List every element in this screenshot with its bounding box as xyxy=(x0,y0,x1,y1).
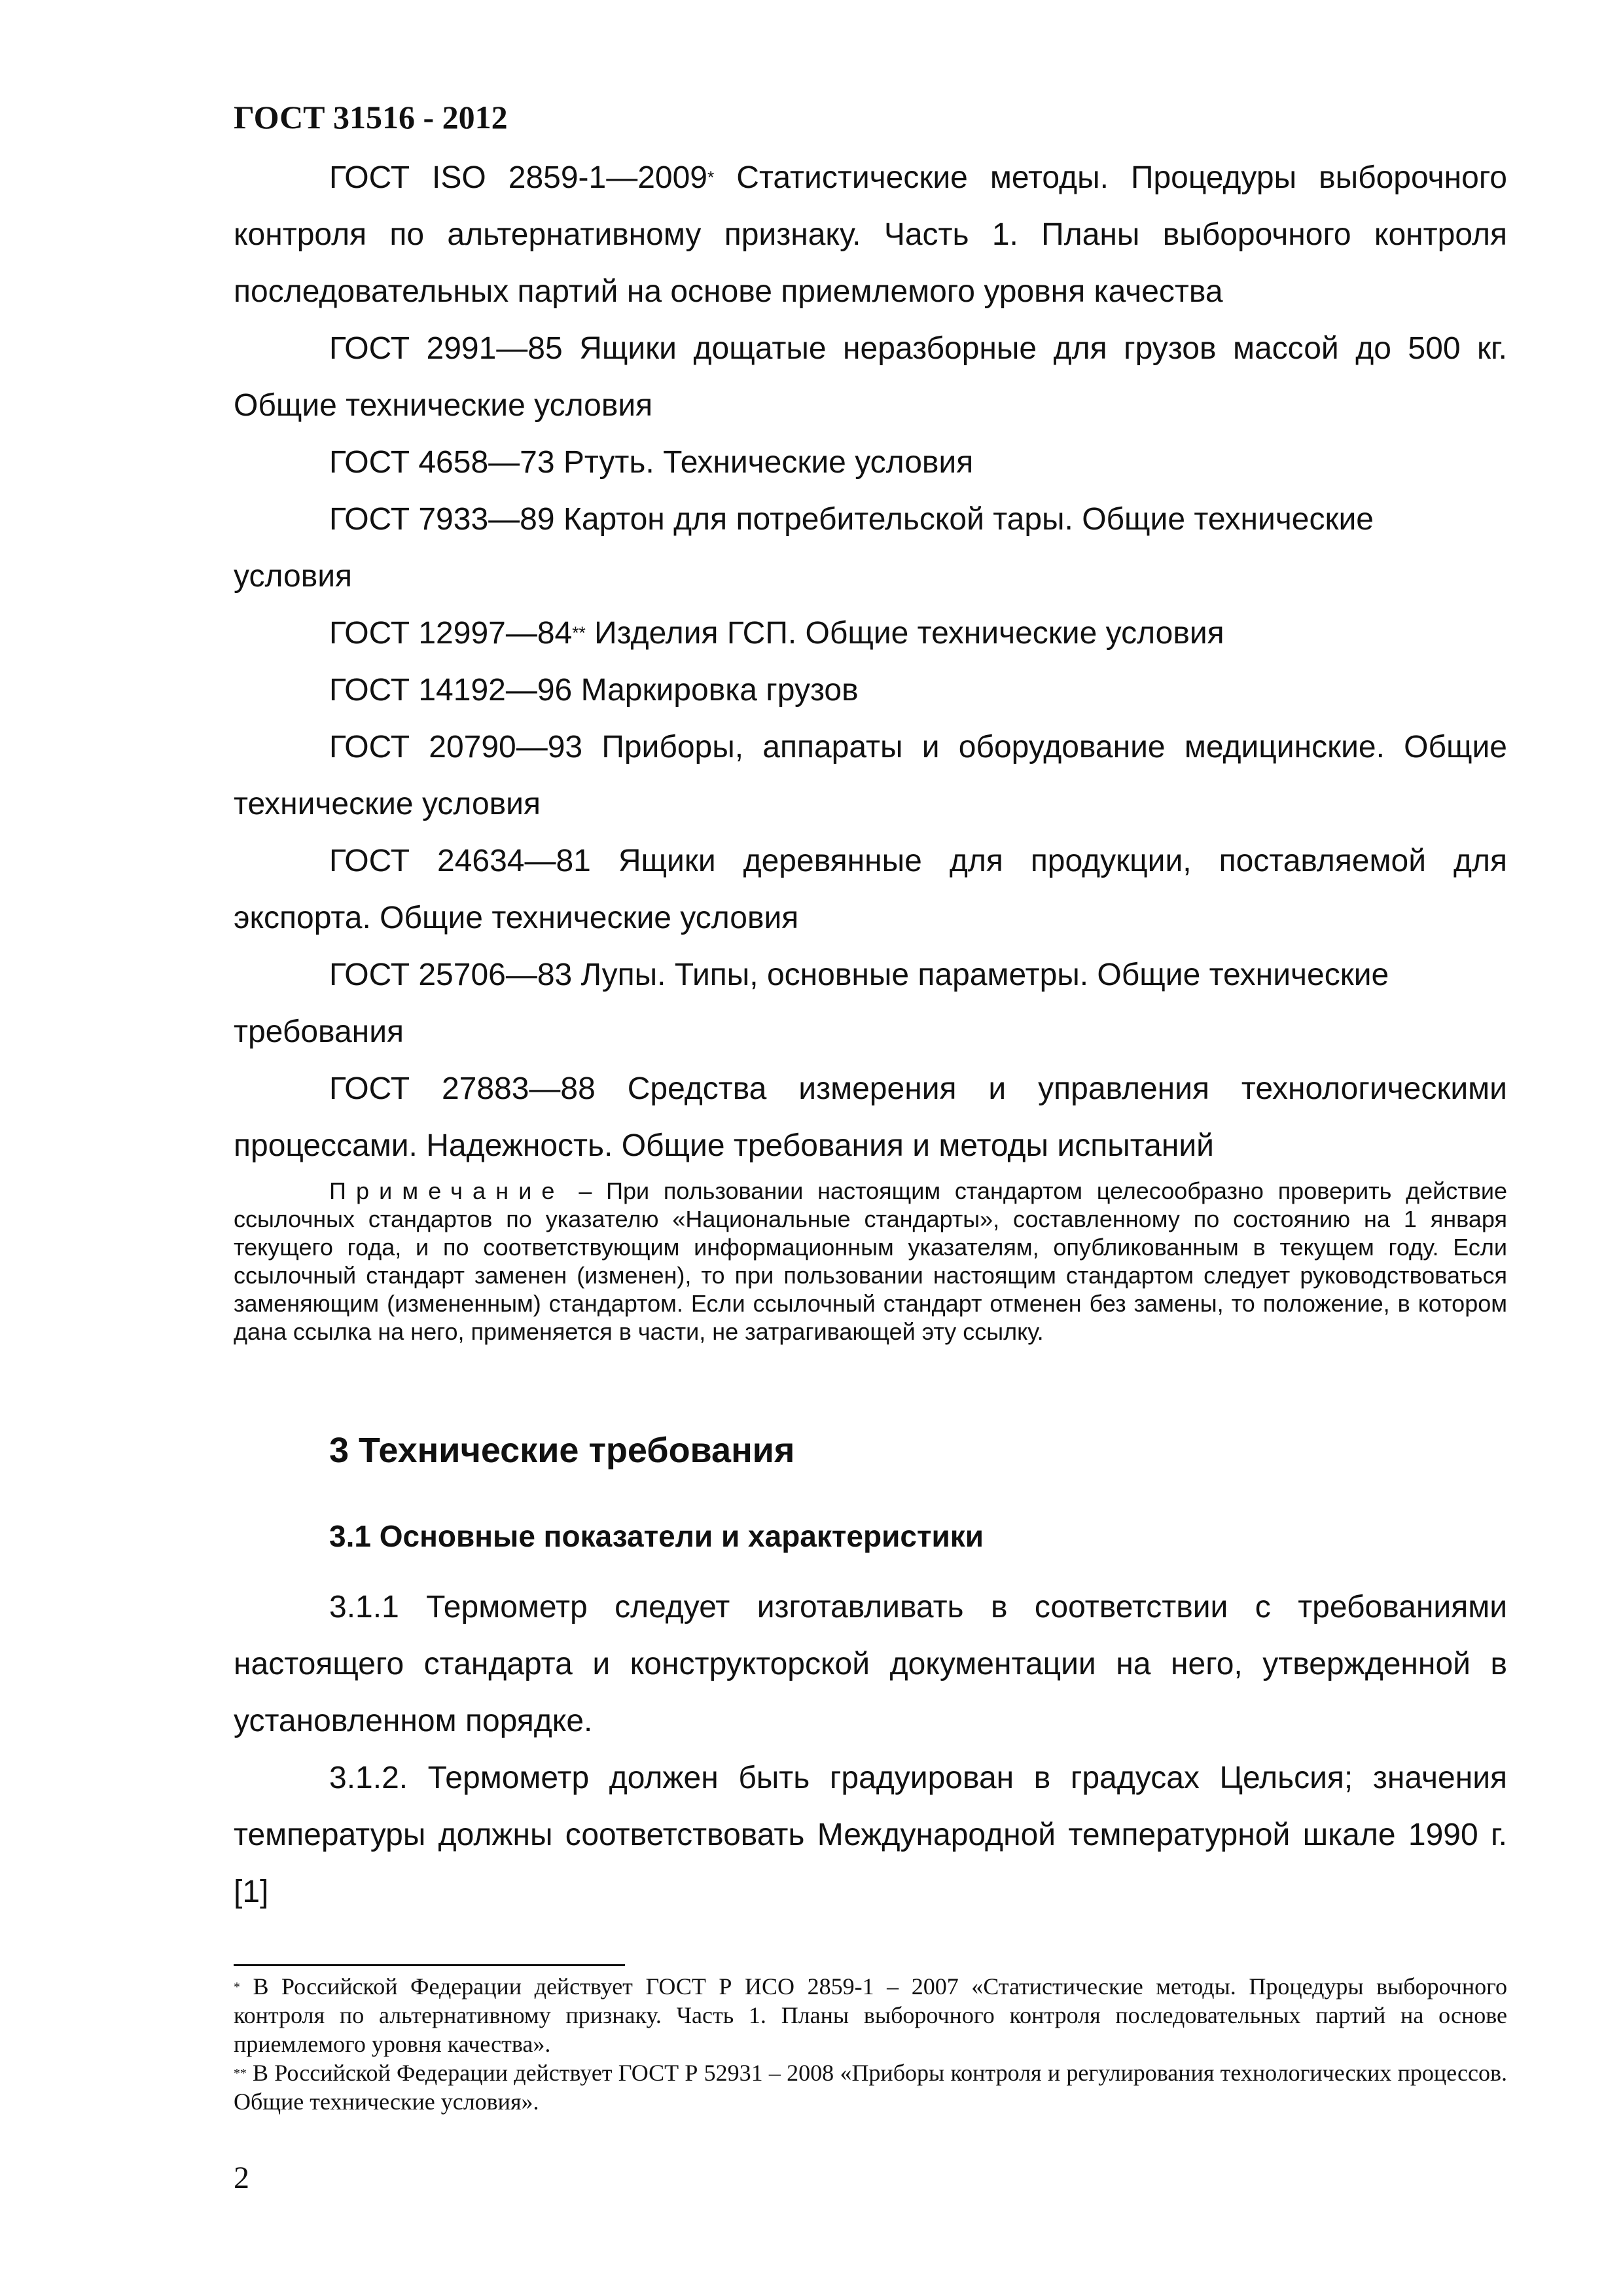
footnotes xyxy=(234,1972,1507,2116)
note-block xyxy=(234,1177,1507,1346)
reference-code: ГОСТ 24634—81 xyxy=(329,844,591,878)
section-title: 3 Технические требования xyxy=(329,1431,795,1470)
reference-item xyxy=(234,833,1507,946)
subsection-title: 3.1 Основные показатели и характеристики xyxy=(329,1519,984,1553)
reference-title: Лупы. Типы, основные параметры. Общие технические требования xyxy=(234,958,1389,1049)
reference-title: Изделия ГСП. Общие технические условия xyxy=(585,616,1224,651)
reference-code: ГОСТ 4658—73 xyxy=(329,445,555,480)
reference-item xyxy=(234,719,1507,833)
footnote-marker: ** xyxy=(572,623,586,643)
paragraph: 3.1.2. Термометр должен быть градуирован в градусах Цельсия; значения температуры должны соответствовать Международной температурной шкале 1990 г. [1] xyxy=(234,1761,1507,1909)
footnote xyxy=(234,1972,1507,2058)
footnote-marker: * xyxy=(234,1980,240,1995)
reference-title: Ртуть. Технические условия xyxy=(554,445,974,480)
reference-item xyxy=(234,320,1507,434)
reference-code: ГОСТ 14192—96 xyxy=(329,673,573,708)
reference-title: Ящики деревянные для продукции, поставляемой для экспорта. Общие технические условия xyxy=(234,844,1507,935)
reference-code: ГОСТ 2991—85 xyxy=(329,331,563,366)
reference-item xyxy=(234,434,1507,491)
reference-title: Средства измерения и управления технологическими процессами. Надежность. Общие требования и методы испытаний xyxy=(234,1071,1507,1163)
page-number: 2 xyxy=(234,2161,249,2195)
reference-item xyxy=(234,491,1507,605)
footnote-marker: * xyxy=(707,168,715,188)
footnote-text: В Российской Федерации действует ГОСТ Р ИСО 2859-1 – 2007 «Статистические методы. Процедуры выборочного контроля по альтернативному признаку. Часть 1. Планы выборочного контроля последовательных партий на основе приемлемого уровня качества». xyxy=(234,1973,1507,2057)
reference-title: Маркировка грузов xyxy=(572,673,859,708)
footnote-text: В Российской Федерации действует ГОСТ Р 52931 – 2008 «Приборы контроля и регулирования технологических процессов. Общие технические условия». xyxy=(234,2060,1507,2115)
page-header: ГОСТ 31516 - 2012 xyxy=(234,99,508,135)
footnote xyxy=(234,2058,1507,2116)
reference-title: Картон для потребительской тары. Общие технические условия xyxy=(234,502,1374,594)
paragraph: 3.1.1 Термометр следует изготавливать в соответствии с требованиями настоящего стандарта и конструкторской документации на него, утвержденной в установленном порядке. xyxy=(234,1590,1507,1738)
reference-item xyxy=(234,605,1507,662)
reference-item xyxy=(234,1060,1507,1174)
reference-item xyxy=(234,946,1507,1060)
reference-code: ГОСТ 25706—83 xyxy=(329,958,573,992)
reference-title: Статистические методы. Процедуры выборочного контроля по альтернативному признаку. Часть 1. Планы выборочного контроля последовательных партий на основе приемлемого уровня качества xyxy=(234,160,1507,309)
reference-code: ГОСТ 12997—84 xyxy=(329,616,573,651)
requirements-text xyxy=(234,1579,1507,1920)
note-label: Примечание xyxy=(329,1177,565,1204)
reference-code: ГОСТ 20790—93 xyxy=(329,730,583,764)
reference-code: ГОСТ 7933—89 xyxy=(329,502,555,537)
footnote-marker: ** xyxy=(234,2066,247,2081)
reference-code: ГОСТ ISO 2859-1—2009 xyxy=(329,160,707,195)
reference-item xyxy=(234,662,1507,719)
reference-code: ГОСТ 27883—88 xyxy=(329,1071,596,1106)
note-text: – При пользовании настоящим стандартом целесообразно проверить действие ссылочных стандартов по указателю «Национальные стандарты», составленному по состоянию на 1 января текущего года, и по соответствующим информационным указателям, опубликованным в текущем году. Если ссылочный стандарт заменен (изменен), то при пользовании настоящим стандартом следует руководствоваться заменяющим (измененным) стандартом. Если ссылочный стандарт отменен без замены, то положение, в котором дана ссылка на него, применяется в части, не затрагивающей эту ссылку. xyxy=(234,1177,1507,1345)
reference-item xyxy=(234,149,1507,320)
reference-title: Приборы, аппараты и оборудование медицинские. Общие технические условия xyxy=(234,730,1507,821)
footnote-separator xyxy=(234,1964,625,1966)
normative-references-list xyxy=(234,149,1507,1174)
reference-title: Ящики дощатые неразборные для грузов массой до 500 кг. Общие технические условия xyxy=(234,331,1508,423)
